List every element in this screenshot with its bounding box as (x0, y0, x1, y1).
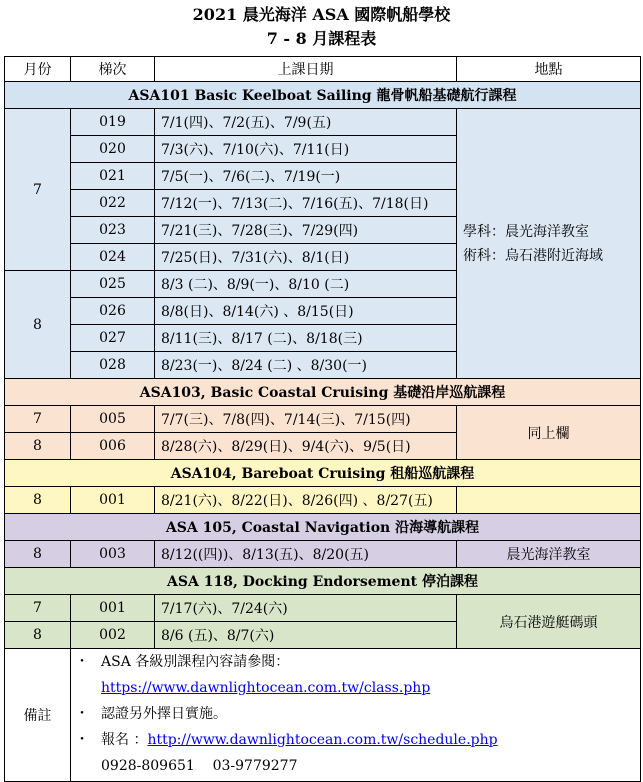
schedule-link[interactable]: http://www.dawnlightocean.com.tw/schedule.php (147, 732, 498, 748)
note-line (71, 727, 640, 753)
phone-numbers: 0928-809651 03-9779277 (101, 758, 298, 774)
note-line (71, 675, 640, 701)
batch-cell: 019 (71, 109, 155, 136)
dates-cell: 7/5(一)、7/6(二)、7/19(一) (155, 163, 457, 190)
section-title-asa118: ASA 118, Docking Endorsement 停泊課程 (5, 568, 641, 595)
dates-cell: 8/3 (二)、8/9(一)、8/10 (二) (155, 271, 457, 298)
header-dates: 上課日期 (155, 57, 457, 82)
dates-cell: 7/7(三)、7/8(四)、7/14(三)、7/15(四) (155, 406, 457, 433)
month-cell: 8 (5, 622, 71, 649)
batch-cell: 002 (71, 622, 155, 649)
dates-cell: 8/23(一)、8/24 (二) 、8/30(一) (155, 352, 457, 379)
section-title-asa104: ASA104, Bareboat Cruising 租船巡航課程 (5, 460, 641, 487)
document-subtitle: 7 - 8 月課程表 (266, 29, 377, 48)
month-cell: 7 (5, 595, 71, 622)
header-row (5, 57, 641, 82)
location-cell: 同上欄 (457, 406, 641, 460)
month-cell: 8 (5, 541, 71, 568)
batch-cell: 001 (71, 595, 155, 622)
batch-cell: 020 (71, 136, 155, 163)
dates-cell: 8/8(日)、8/14(六) 、8/15(日) (155, 298, 457, 325)
note-text: ASA 各級別課程內容請參閱： (101, 654, 290, 670)
dates-cell: 7/21(三)、7/28(三)、7/29(四) (155, 217, 457, 244)
month-cell: 8 (5, 487, 71, 514)
dates-cell: 8/11(三)、8/17 (二)、8/18(三) (155, 325, 457, 352)
section-title-asa101: ASA101 Basic Keelboat Sailing 龍骨帆船基礎航行課程 (5, 82, 641, 109)
batch-cell: 026 (71, 298, 155, 325)
dates-cell: 7/3(六)、7/10(六)、7/11(日) (155, 136, 457, 163)
location-cell (457, 109, 641, 379)
dates-cell: 7/25(日)、7/31(六)、8/1(日) (155, 244, 457, 271)
bullet-icon: ・ (75, 706, 89, 722)
dates-cell: 8/12((四))、8/13(五)、8/20(五) (155, 541, 457, 568)
batch-cell: 028 (71, 352, 155, 379)
class-link[interactable]: https://www.dawnlightocean.com.tw/class.php (101, 680, 431, 696)
note-line (71, 753, 640, 779)
notes-content (71, 649, 641, 782)
header-location: 地點 (457, 57, 641, 82)
document-title: 2021 晨光海洋 ASA 國際帆船學校 (192, 5, 451, 24)
note-text: 認證另外擇日實施。 (101, 706, 227, 722)
location-cell: 烏石港遊艇碼頭 (457, 595, 641, 649)
section-title-asa103: ASA103, Basic Coastal Cruising 基礎沿岸巡航課程 (5, 379, 641, 406)
batch-cell: 006 (71, 433, 155, 460)
dates-cell: 8/21(六)、8/22(日)、8/26(四) 、8/27(五) (155, 487, 457, 514)
dates-cell: 7/17(六)、7/24(六) (155, 595, 457, 622)
header-batch: 梯次 (71, 57, 155, 82)
batch-cell: 005 (71, 406, 155, 433)
note-line (71, 701, 640, 727)
location-line: 術科：烏石港附近海域 (463, 247, 603, 264)
batch-cell: 022 (71, 190, 155, 217)
section-title-asa105: ASA 105, Coastal Navigation 沿海導航課程 (5, 514, 641, 541)
batch-cell: 025 (71, 271, 155, 298)
month-cell: 7 (5, 406, 71, 433)
bullet-icon: ・ (75, 732, 89, 748)
note-line (71, 649, 640, 675)
dates-cell: 7/12(一)、7/13(二)、7/16(五)、7/18(日) (155, 190, 457, 217)
dates-cell: 7/1(四)、7/2(五)、7/9(五) (155, 109, 457, 136)
schedule-table (4, 56, 641, 782)
header-month: 月份 (5, 57, 71, 82)
month-cell: 8 (5, 271, 71, 379)
batch-cell: 027 (71, 325, 155, 352)
batch-cell: 001 (71, 487, 155, 514)
signup-label: 報名 ： (101, 732, 148, 748)
month-cell: 8 (5, 433, 71, 460)
dates-cell: 8/6 (五)、8/7(六) (155, 622, 457, 649)
month-cell: 7 (5, 109, 71, 271)
batch-cell: 003 (71, 541, 155, 568)
notes-label: 備註 (5, 649, 71, 782)
location-cell (457, 487, 641, 514)
batch-cell: 021 (71, 163, 155, 190)
bullet-icon: ・ (75, 654, 89, 670)
location-cell: 晨光海洋教室 (457, 541, 641, 568)
dates-cell: 8/28(六)、8/29(日)、9/4(六)、9/5(日) (155, 433, 457, 460)
batch-cell: 023 (71, 217, 155, 244)
batch-cell: 024 (71, 244, 155, 271)
location-line: 學科：晨光海洋教室 (463, 223, 589, 240)
